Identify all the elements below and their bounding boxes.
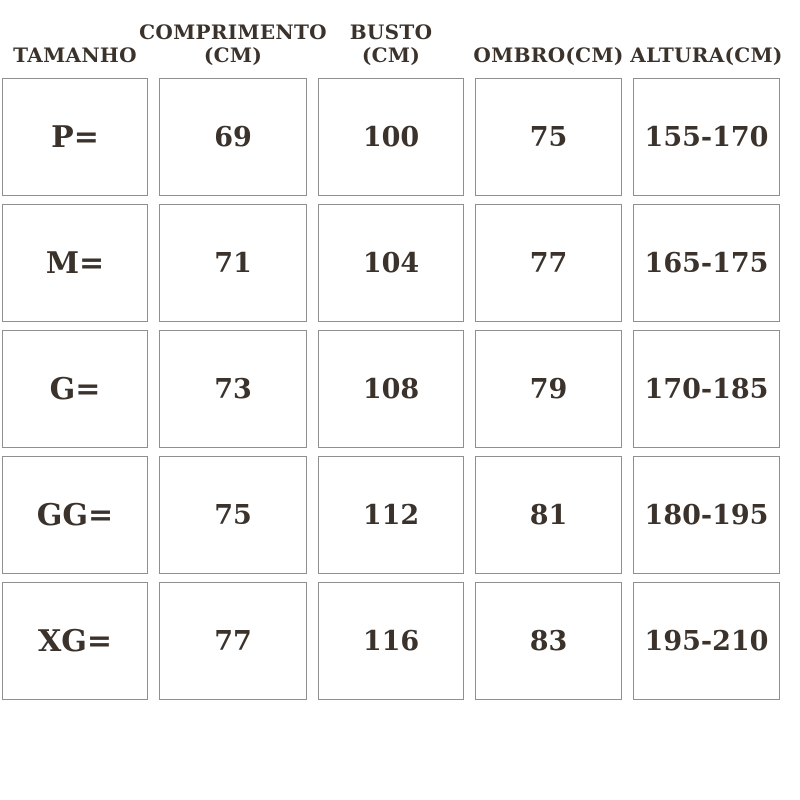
table-cell-busto: 100 xyxy=(318,78,464,196)
table-cell-size: G= xyxy=(2,330,148,448)
table-cell-comprimento: 75 xyxy=(159,456,307,574)
column-header-altura: ALTURA(CM) xyxy=(630,42,783,67)
table-cell-size: GG= xyxy=(2,456,148,574)
table-cell-ombro: 83 xyxy=(475,582,622,700)
table-cell-busto: 108 xyxy=(318,330,464,448)
column-header-tamanho: TAMANHO xyxy=(13,42,137,67)
table-cell-comprimento: 71 xyxy=(159,204,307,322)
table-cell-altura: 155-170 xyxy=(633,78,780,196)
column-header-comprimento: COMPRIMENTO (CM) xyxy=(139,20,327,67)
table-cell-ombro: 79 xyxy=(475,330,622,448)
table-cell-comprimento: 77 xyxy=(159,582,307,700)
table-cell-size: P= xyxy=(2,78,148,196)
column-header-busto: BUSTO (CM) xyxy=(349,20,433,67)
table-cell-ombro: 75 xyxy=(475,78,622,196)
table-cell-busto: 112 xyxy=(318,456,464,574)
table-cell-ombro: 77 xyxy=(475,204,622,322)
table-cell-busto: 104 xyxy=(318,204,464,322)
table-cell-comprimento: 69 xyxy=(159,78,307,196)
table-cell-size: XG= xyxy=(2,582,148,700)
table-cell-ombro: 81 xyxy=(475,456,622,574)
table-cell-altura: 170-185 xyxy=(633,330,780,448)
table-cell-altura: 180-195 xyxy=(633,456,780,574)
column-header-ombro: OMBRO(CM) xyxy=(473,42,624,67)
table-cell-comprimento: 73 xyxy=(159,330,307,448)
table-cell-size: M= xyxy=(2,204,148,322)
table-cell-busto: 116 xyxy=(318,582,464,700)
table-cell-altura: 165-175 xyxy=(633,204,780,322)
table-cell-altura: 195-210 xyxy=(633,582,780,700)
